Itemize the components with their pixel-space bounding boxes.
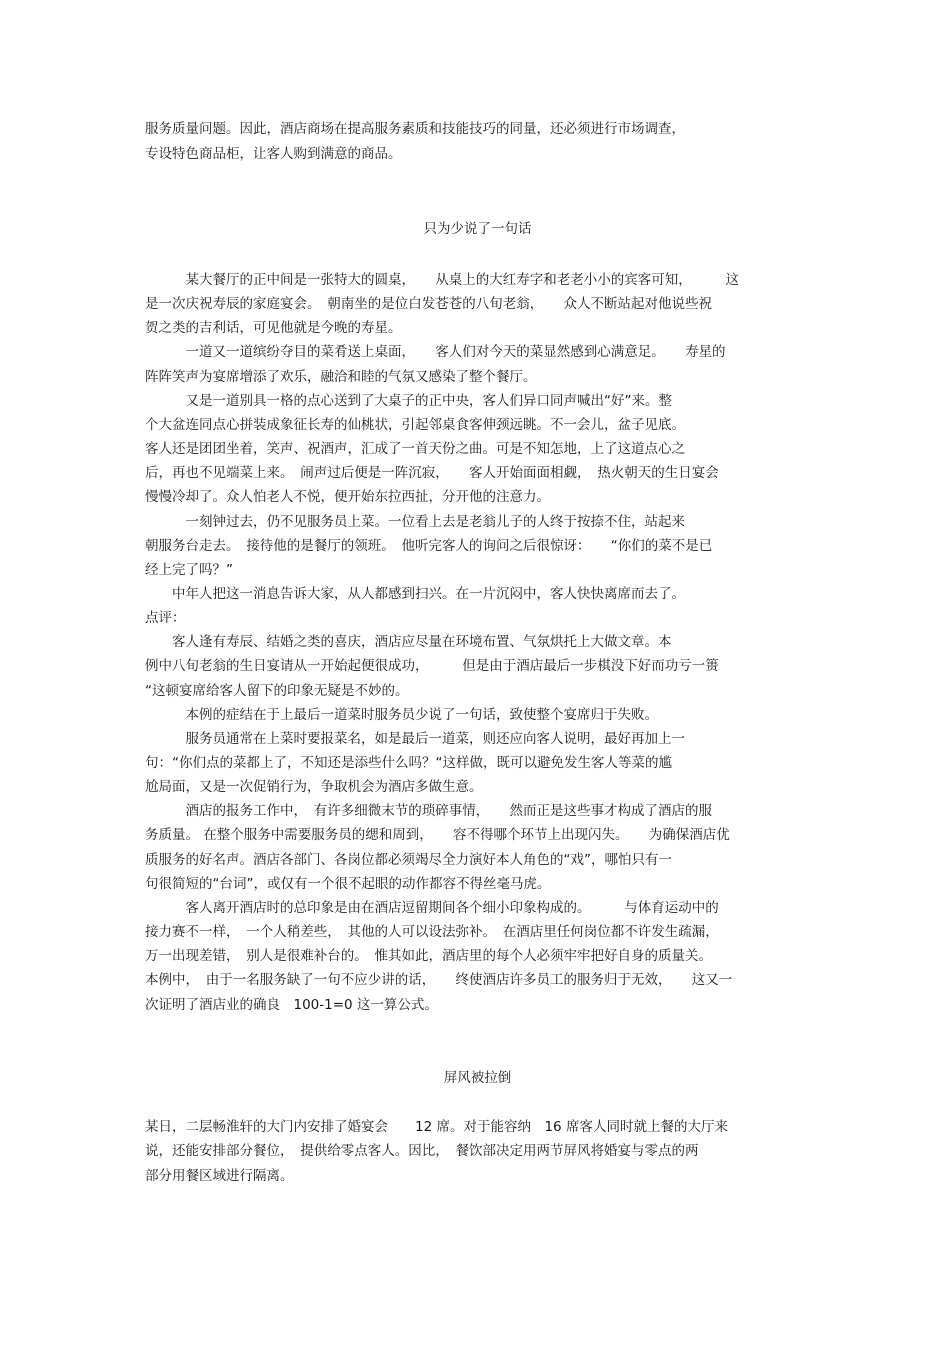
paragraph-line: 后，再也不见端菜上来。 闹声过后便是一阵沉寂， 客人开始面面相觑， 热火朝天的生日宴会 [145, 465, 719, 481]
paragraph-line: 服务质量问题。因此，酒店商场在提高服务素质和技能技巧的同量，还必须进行市场调查， [145, 121, 685, 137]
paragraph-line: 客人还是团团坐着，笑声、祝酒声，汇成了一首天份之曲。可是不知怎地，上了这道点心之 [145, 441, 685, 457]
paragraph-line: 尬局面，又是一次促销行为，争取机会为酒店多做生意。 [145, 779, 483, 795]
paragraph-line: 说，还能安排部分餐位， 提供给零点客人。因比， 餐饮部决定用两节屏风将婚宴与零点的两 [145, 1143, 699, 1159]
paragraph-line: 务质量。 在整个服务中需要服务员的缌和周到， 容不得哪个环节上出现闪失。 为确保酒店优 [145, 827, 730, 843]
paragraph-line: 部分用餐区域进行隔离。 [145, 1168, 294, 1184]
paragraph-line: 一刻钟过去，仍不见服务员上菜。一位看上去是老翁儿子的人终于按捺不住，站起来 [145, 514, 685, 530]
paragraph-line: 慢慢冷却了。众人怕老人不悦，便开始东拉西扯，分开他的注意力。 [145, 489, 550, 505]
paragraph-line: 例中八旬老翁的生日宴请从一开始起便很成功， 但是由于酒店最后一步棋没下好而功亏一篑 [145, 658, 719, 674]
paragraph-line: 句：“你们点的菜都上了，不知还是添些什么吗？“这样做，既可以避免发生客人等菜的尴 [145, 755, 672, 771]
section-title: 屏风被拉倒 [443, 1070, 512, 1086]
paragraph-line: 专设特色商品柜，让客人购到满意的商品。 [145, 146, 402, 162]
paragraph-line: 质服务的好名声。酒店各部门、各岗位都必须竭尽全力演好本人角色的“戏”，哪怕只有一 [145, 852, 672, 868]
paragraph-line: 客人离开酒店时的总印象是由在酒店逗留期间各个细小印象构成的。 与体育运动中的 [145, 900, 719, 916]
paragraph-line: 中年人把这一消息告诉大家，从人都感到扫兴。在一片沉闷中，客人快快离席而去了。 [145, 586, 685, 602]
paragraph-line: 次证明了酒店业的确良 100-1=0 这一算公式。 [145, 997, 438, 1013]
paragraph-line: 客人逢有寿辰、结婚之类的喜庆，酒店应尽量在环境布置、气氛烘托上大做文章。本 [145, 634, 672, 650]
paragraph-line: 接力赛不一样， 一个人稍差些， 其他的人可以设法弥补。 在酒店里任何岗位都不许发生疏漏， [145, 924, 719, 940]
paragraph-line: 万一出现差错， 别人是很难补台的。 惟其如此，酒店里的每个人必须牢牢把好自身的质量关。 [145, 948, 712, 964]
paragraph-line: 酒店的报务工作中， 有许多细微末节的琐碎事情， 然而正是这些事才构成了酒店的服 [145, 803, 712, 819]
paragraph-line: 服务员通常在上菜时要报菜名，如是最后一道菜，则还应向客人说明，最好再加上一 [145, 731, 685, 747]
paragraph-line: 一道又一道缤纷夺目的菜肴送上桌面， 客人们对今天的菜显然感到心满意足。 寿星的 [145, 344, 726, 360]
paragraph-line: 某日，二层畅淮轩的大门内安排了婚宴会 12 席。对于能容纳 16 席客人同时就上餐的大厅来 [145, 1119, 728, 1135]
paragraph-line: 本例中， 由于一名服务缺了一句不应少讲的话， 终使酒店许多员工的服务归于无效， 这又一 [145, 972, 733, 988]
paragraph-line: 经上完了吗？” [145, 562, 233, 578]
paragraph-line: 阵阵笑声为宴席增添了欢乐，融洽和睦的气氛又感染了整个餐厅。 [145, 369, 537, 385]
paragraph-line: 贺之类的吉利话，可见他就是今晚的寿星。 [145, 320, 402, 336]
paragraph-line: 点评： [145, 610, 186, 626]
paragraph-line: 朝服务台走去。 接待他的是餐厅的领班。 他听完客人的询问之后很惊讶： “你们的菜不是已 [145, 538, 713, 554]
paragraph-line: 是一次庆祝寿辰的家庭宴会。 朝南坐的是位白发苍苍的八旬老翁， 众人不断站起对他说些祝 [145, 296, 712, 312]
paragraph-line: 本例的症结在于上最后一道菜时服务员少说了一句话，致使整个宴席归于失败。 [145, 707, 658, 723]
section-title: 只为少说了一句话 [423, 221, 532, 237]
paragraph-line: “这顿宴席给客人留下的印象无疑是不妙的。 [145, 683, 409, 699]
paragraph-line: 又是一道别具一格的点心送到了大桌子的正中央，客人们异口同声喊出“好”来。整 [145, 393, 672, 409]
paragraph-line: 句很简短的“台词”，或仅有一个很不起眼的动作都容不得丝毫马虎。 [145, 876, 551, 892]
paragraph-line: 个大盆连同点心拼装成象征长寿的仙桃状，引起邻桌食客伸颈远眺。不一会儿，盆子见底。 [145, 417, 685, 433]
paragraph-line: 某大餐厅的正中间是一张特大的圆桌， 从桌上的大红寿字和老老小小的宾客可知， 这 [145, 272, 739, 288]
